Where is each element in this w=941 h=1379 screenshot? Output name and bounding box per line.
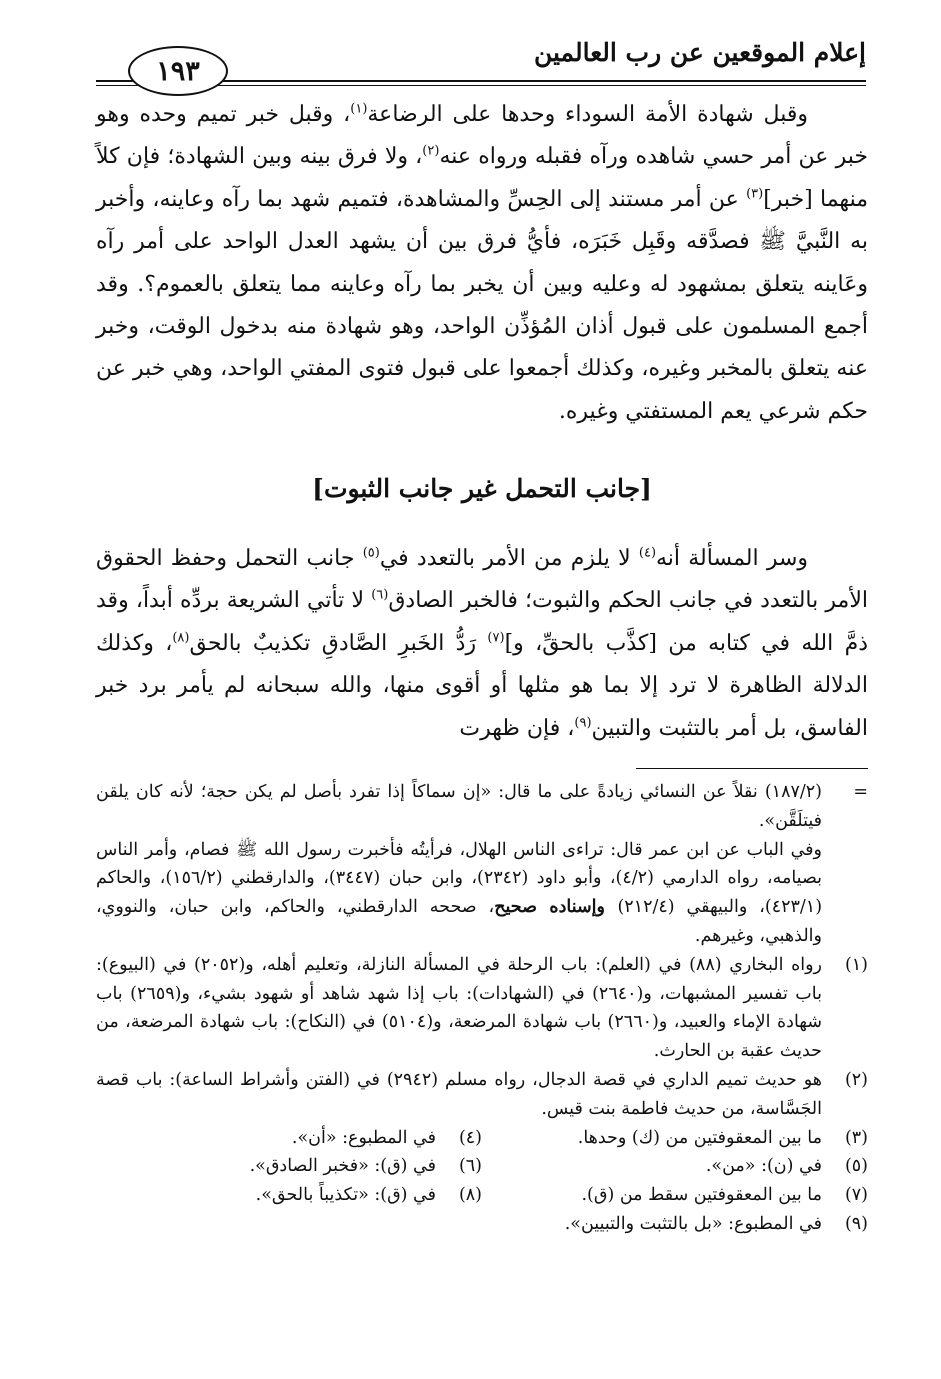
text-run: وقبل شهادة الأمة السوداء وحدها على الرضاعة (367, 102, 808, 127)
text-run: ، فإن ظهرت (459, 715, 575, 741)
text-run: جانب التحمل وحفظ الحقوق الأمر بالتعدد في جانب الحكم والثبوت؛ فالخبر الصادق (96, 546, 868, 614)
footnote-text: في المطبوع: «بل بالتثبت والتبيين». (564, 1213, 822, 1234)
footnotes (96, 778, 868, 1239)
text-run: ، وكذلك الدلالة الظاهرة لا ترد إلا بما هو مثلها أو أقوى منها، والله سبحانه لم يأمر برد خبر الفاسق، بل أمر بالتثبت والتبين (96, 630, 868, 741)
text-run: ، صححه الدارقطني، والحاكم، وابن حبان، والنووي، والذهبي، وغيرهم. (96, 897, 822, 946)
text-run: وسر المسألة أنه (656, 546, 809, 571)
footnote-3 (482, 1124, 868, 1153)
footnote-marker: (٤) (638, 545, 657, 561)
footnote-1 (96, 951, 868, 1066)
section-heading: [جانب التحمل غير جانب الثبوت] (312, 474, 652, 503)
footnote-continuation (96, 778, 868, 836)
footnote-text: في (ق): «فخبر الصادق». (249, 1156, 436, 1177)
footnote-marker: (٥) (362, 545, 380, 561)
footnote-2 (96, 1066, 868, 1124)
footnote-number: (٥) (844, 1156, 868, 1177)
footnote-8 (96, 1181, 482, 1210)
footnote-separator (636, 768, 868, 769)
text-run-bold: وإسناده صحيح (494, 897, 618, 918)
footnote-text: ما بين المعقوفتين من (ك) وحدها. (577, 1127, 822, 1148)
footnote-paragraph (96, 836, 868, 951)
footnote-marker: (١) (350, 101, 368, 117)
footnote-6 (96, 1152, 482, 1181)
footnote-marker: (٦) (371, 588, 389, 604)
footnote-5 (482, 1152, 868, 1181)
text-run: عن أمر مستند إلى الحِسِّ والمشاهدة، فتميم شهد بما رآه وعاينه، وأخبر به النَّبيَّ ﷺ فصدَّقه وقَبِل خَبَرَه، فأيُّ فرق بين أن يشهد العدل الواحد على أمر رآه وعَاينه يتعلق بمشهود له وعليه وبين أن يخبر بما رآه وعاينه مما يتعلق بالعموم؟. وقد أجمع المسلمون على قبول أذان المُؤذِّن الواحد، وهو شهادة منه بدخول الوقت، وخبر عنه يتعلق بالمخبر وغيره، وكذلك أجمعوا على قبول فتوى المفتي الواحد، وهي خبر عن حكم شرعي يعم المستفتي وغيره. (96, 186, 868, 424)
footnote-7 (482, 1181, 868, 1210)
footnote-9 (96, 1210, 868, 1239)
footnote-number: (١) (844, 954, 868, 975)
footnote-number: (٣) (844, 1127, 868, 1148)
footnote-text: في المطبوع: «أن». (291, 1127, 436, 1148)
footnote-number: (٦) (458, 1156, 482, 1177)
text-run: ، وقبل خبر تميم وحده وهو خبر عن أمر حسي شاهده ورآه فقبله ورواه عنه (96, 102, 868, 170)
footnote-text: (١٨٧/٢) نقلاً عن النسائي زيادةً على ما قال: «إن سماكاً إذا تفرد بأصل لم يكن حجة؛ لأنه كان يلقن فيتلَقَّن». (96, 782, 822, 831)
footnote-text: ما بين المعقوفتين سقط من (ق). (581, 1185, 822, 1206)
footnote-marker: (٣) (746, 186, 764, 202)
footnote-marker: (٢) (422, 144, 440, 160)
footnote-marker: (٨) (172, 630, 190, 646)
body-paragraph-1 (96, 94, 868, 433)
footnote-number: (٧) (844, 1185, 868, 1206)
footnote-pair (96, 1124, 868, 1153)
footnote-pair (96, 1181, 868, 1210)
footnote-marker: (٩) (574, 715, 592, 731)
footnote-text: في (ق): «تكذيباً بالحق». (255, 1185, 436, 1206)
continuation-mark: = (853, 782, 868, 802)
page-number-badge: ١٩٣ (128, 46, 228, 96)
text-run: لا يلزم من الأمر بالتعدد في (379, 546, 639, 571)
text-run: رَدُّ الخَبرِ الصَّادقِ تكذيبٌ بالحق (189, 630, 488, 656)
page-header (96, 30, 866, 90)
text-run: ، ولا فرق بينه وبين الشهادة؛ فإن كلاً منهما [خبر] (96, 144, 868, 212)
footnote-number: (٨) (458, 1185, 482, 1206)
footnote-number: (٢) (844, 1069, 868, 1090)
footnote-number: (٤) (458, 1127, 482, 1148)
body-paragraph-2 (96, 538, 868, 750)
footnote-text: رواه البخاري (٨٨) في (العلم): باب الرحلة في المسألة النازلة، وتعليم أهله، و(٢٠٥٢) في (البيوع): باب تفسير المشبهات، و(٢٦٤٠) في (الشهادات): باب إذا شهد شاهد أو شهود بشيء، و(٢٦٥٩) باب شهادة الإماء والعبيد، و(٢٦٦٠) باب شهادة المرضعة، و(٥١٠٤) في (النكاح): باب شهادة المرضعة، من حديث عقبة بن الحارث. (96, 954, 823, 1062)
footnote-pair (96, 1152, 868, 1181)
footnote-number: (٩) (844, 1213, 868, 1234)
text-run: وفي الباب عن ابن عمر قال: تراءى الناس الهلال، فرأيتُه فأخبرت رسول الله ﷺ فصام، وأمر الناس بصيامه، رواه الدارمي (٤/٢)، وأبو داود (٢٣٤٢)، وابن حبان (٣٤٤٧)، والدارقطني (١٥٦/٢)، والحاكم (٤٢٣/١)، والبيهقي (٢١٢/٤) (96, 839, 823, 918)
footnote-marker: (٧) (487, 630, 505, 646)
book-title: إعلام الموقعين عن رب العالمين (533, 38, 866, 67)
text-run: لا تأتي الشريعة بردِّه أبداً، وقد ذمَّ الله في كتابه من [كذَّب بالحقِّ، و] (96, 588, 868, 656)
footnote-text: هو حديث تميم الداري في قصة الدجال، رواه مسلم (٢٩٤٢) في (الفتن وأشراط الساعة): باب قصة الجَسَّاسة، من حديث فاطمة بنت قيس. (96, 1069, 822, 1119)
footnote-text: في (ن): «من». (705, 1156, 822, 1177)
footnote-4 (96, 1124, 482, 1153)
